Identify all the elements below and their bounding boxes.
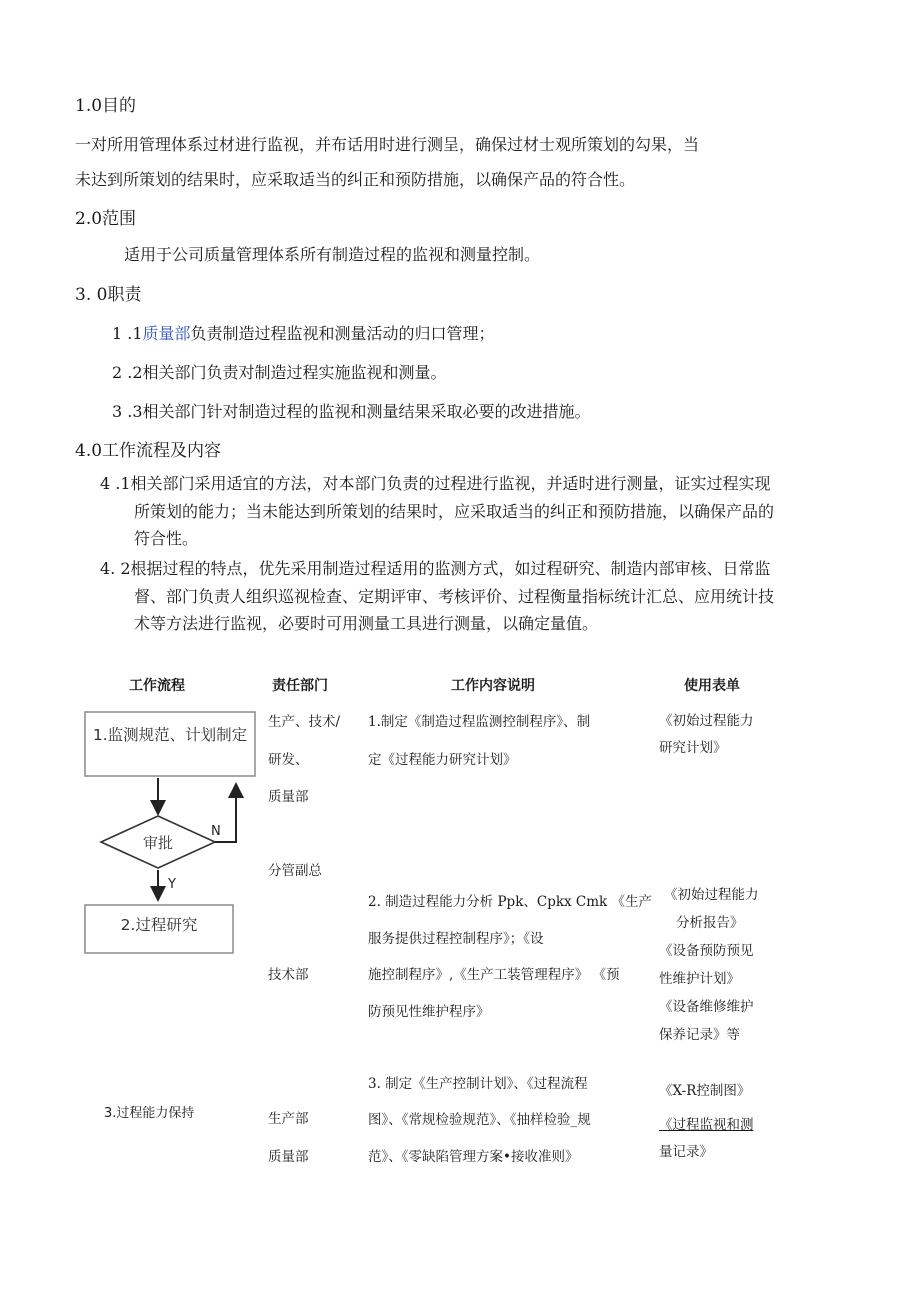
duty-item-1-number: 1 .1	[112, 324, 143, 343]
header-workflow: 工作流程	[129, 678, 185, 694]
form-row2-line6: 保养记录》等	[659, 1027, 740, 1043]
flow-decision-label: 审批	[142, 834, 174, 852]
form-row3-line2[interactable]: 《过程监视和测	[659, 1117, 754, 1133]
process-para-1-line-3: 符合性。	[134, 529, 199, 548]
process-para-1-line-2: 所策划的能力；当未能达到所策划的结果时，应采取适当的纠正和预防措施，以确保产品的	[134, 502, 775, 521]
duty-item-2: 2 .2相关部门负责对制造过程实施监视和测量。	[112, 363, 447, 382]
form-row3-line1: 《X-R控制图》	[659, 1083, 751, 1099]
header-content-description: 工作内容说明	[451, 678, 535, 694]
dept-row4-line1: 生产部	[268, 1111, 309, 1127]
process-para-2-line-3: 术等方法进行监视，必要时可用测量工具进行测量，以确定量值。	[134, 614, 599, 633]
content-row3-line3: 范》、《零缺陷管理方案•接收准则》	[368, 1149, 579, 1165]
duty-item-1-text: 负责制造过程监视和测量活动的归口管理；	[190, 324, 495, 343]
header-forms-used: 使用表单	[684, 678, 740, 694]
duty-item-3: 3 .3相关部门针对制造过程的监视和测量结果采取必要的改进措施。	[112, 402, 591, 421]
content-row1-line1: 1.制定《制造过程监测控制程序》、制	[368, 714, 591, 730]
form-row2-line1: 《初始过程能力	[664, 887, 759, 903]
dept-row2: 分管副总	[268, 863, 322, 879]
content-row3-line2: 图》、《常规检验规范》、《抽样检验_规	[368, 1112, 591, 1128]
flow-box-1	[85, 712, 255, 776]
content-row2-line2: 服务提供过程控制程序》；《设	[368, 931, 544, 947]
content-row2-line3: 施控制程序》,《生产工装管理程序》 《预	[368, 967, 620, 983]
process-para-2-line-2: 督、部门负责人组织巡视检查、定期评审、考核评价、过程衡量指标统计汇总、应用统计技	[134, 587, 775, 606]
content-row3-line1: 3. 制定《生产控制计划》、《过程流程	[368, 1076, 588, 1092]
dept-row3: 技术部	[268, 967, 309, 983]
flow-n-label: N	[211, 824, 221, 839]
form-row2-line4: 性维护计划》	[659, 971, 740, 987]
form-row1-line2: 研究计划》	[659, 740, 727, 756]
dept-row1-line1: 生产、技术/	[268, 714, 341, 730]
section-1-heading: 1.0目的	[75, 96, 137, 116]
process-para-2-line-1: 4. 2根据过程的特点，优先采用制造过程适用的监测方式，如过程研究、制造内部审核、日常监	[100, 559, 771, 578]
section-1-line-2: 未达到所策划的结果时，应采取适当的纠正和预防措施，以确保产品的符合性。	[75, 170, 636, 189]
header-responsible-dept: 责任部门	[272, 678, 328, 694]
section-4-heading: 4.0工作流程及内容	[75, 441, 222, 461]
content-row2-line1: 2. 制造过程能力分析 Ppk、Cpkx Cmk 《生产	[368, 894, 653, 910]
dept-row1-line2: 研发、	[268, 752, 309, 768]
dept-row1-line3: 质量部	[268, 789, 309, 805]
flow-box-2-label: 2.过程研究	[120, 916, 198, 934]
process-para-1-line-1: 4 .1相关部门采用适宜的方法，对本部门负责的过程进行监视，并适时进行测量，证实过程实现	[100, 474, 771, 493]
content-row2-line4: 防预见性维护程序》	[368, 1004, 490, 1020]
form-row3-line3: 量记录》	[659, 1144, 713, 1160]
flow-y-label: Y	[168, 877, 176, 892]
flow-box-1-label: 1.监测规范、计划制定	[92, 726, 248, 744]
quality-dept-link[interactable]: 质量部	[142, 324, 191, 343]
content-row1-line2: 定《过程能力研究计划》	[368, 752, 517, 768]
section-1-line-1: 一对所用管理体系过材进行监视，并布话用时进行测呈，确保过材士观所策划的勾果，当	[75, 135, 700, 154]
section-2-heading: 2.0范围	[75, 209, 137, 229]
form-row2-line3: 《设备预防预见	[659, 943, 754, 959]
form-row1-line1: 《初始过程能力	[659, 713, 754, 729]
form-row2-line5: 《设备维修维护	[659, 999, 754, 1015]
duty-item-1	[112, 324, 495, 344]
section-2-line-1: 适用于公司质量管理体系所有制造过程的监视和测量控制。	[124, 245, 541, 264]
dept-row4-line2: 质量部	[268, 1149, 309, 1165]
workflow-flowchart	[70, 700, 270, 970]
section-3-heading: 3. 0职责	[75, 285, 142, 305]
form-row2-line2: 分析报告》	[676, 915, 744, 931]
flow-step-3-label: 3.过程能力保持	[104, 1106, 195, 1121]
